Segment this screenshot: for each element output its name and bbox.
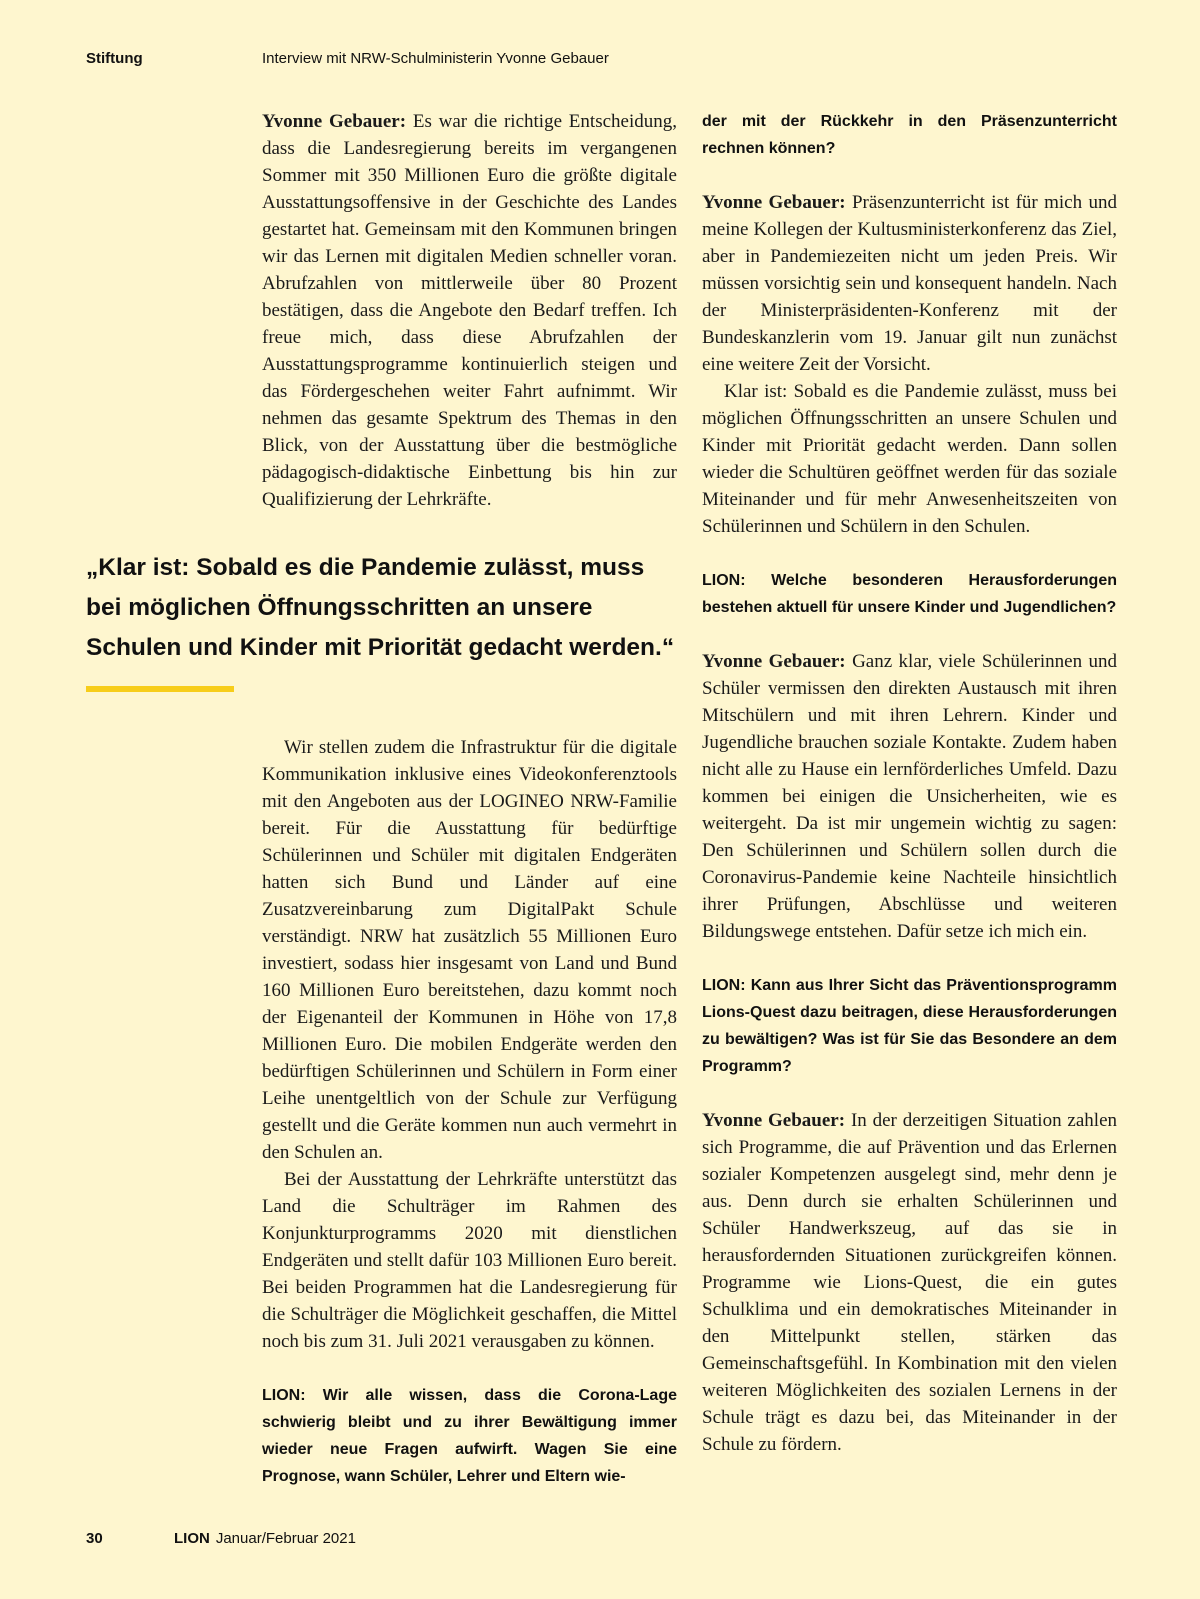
page-number: 30 bbox=[86, 1530, 103, 1547]
article-header-title: Interview mit NRW-Schulministerin Yvonne Gebauer bbox=[262, 50, 609, 67]
answer-2: Yvonne Gebauer: Präsenzunterricht ist für mich und meine Kollegen der Kultusministerkonferenz das Ziel, aber in Pandemiezeiten nicht um jeden Preis. Wir müssen vorsichtig sein und konsequent handeln. Nach der Ministerpräsidenten-Konferenz mit der Bundeskanzlerin vom 19. Januar gilt nun zunächst eine weitere Zeit der Vorsicht. bbox=[702, 192, 1117, 375]
paragraph-infrastructure: Wir stellen zudem die Infrastruktur für die digitale Kommunikation inklusive eines Videokonferenztools mit den Angeboten aus der LOGINEO NRW-Familie bereit. Für die Ausstattung für bedürftige Schülerinnen und Schüler mit digitalen Endgeräten hatten sich Bund und Länder auf eine Zusatzvereinbarung zum DigitalPakt Schule verständigt. NRW hat zusätzlich 55 Millionen Euro investiert, sodass hier insgesamt von Land und Bund 160 Millionen Euro bereitstehen, dazu kommt noch der Eigenanteil der Kommunen in Höhe von 17,8 Millionen Euro. Die mobilen Endgeräte werden den bedürftigen Schülerinnen und Schülern in Form einer Leihe unentgeltlich von der Schule zur Verfügung gestellt und die Geräte kommen nun auch vermehrt in den Schulen an. bbox=[262, 737, 677, 1163]
pull-quote-rule bbox=[86, 686, 234, 692]
paragraph-teacher-equipment: Bei der Ausstattung der Lehrkräfte unterstützt das Land die Schulträger im Rahmen des Konjunkturprogramms 2020 mit dienstlichen Endgeräten und stellt dafür 103 Millionen Euro bereit. Bei beiden Programmen hat die Landesregierung für die Schulträger die Möglichkeit geschaffen, die Mittel noch bis zum 31. Juli 2021 verausgaben zu können. bbox=[262, 1169, 677, 1352]
column-1-top bbox=[262, 108, 677, 540]
magazine-name: LION bbox=[174, 1530, 210, 1547]
question-3: LION: Kann aus Ihrer Sicht das Präventionsprogramm Lions-Quest dazu beitragen, diese Herausforderungen zu bewältigen? Was ist für Sie das Besondere an dem Programm? bbox=[702, 977, 1117, 1075]
speaker-label: Yvonne Gebauer: bbox=[702, 192, 846, 213]
footer-issue bbox=[174, 1530, 356, 1547]
answer-2-continued: Klar ist: Sobald es die Pandemie zulässt, muss bei möglichen Öffnungsschritten an unsere Schulen und Kinder mit Priorität gedacht werden. Dann sollen wieder die Schultüren geöffnet werden für das soziale Miteinander und für mehr Anwesenheitszeiten von Schülerinnen und Schülern in den Schulen. bbox=[702, 381, 1117, 537]
pull-quote: „Klar ist: Sobald es die Pandemie zulässt, muss bei möglichen Öffnungsschritten an unsere Schulen und Kinder mit Priorität gedacht werden.“ bbox=[86, 554, 675, 661]
speaker-label: Yvonne Gebauer: bbox=[702, 1110, 846, 1131]
answer-1: Yvonne Gebauer: Es war die richtige Entscheidung, dass die Landesregierung bereits im vergangenen Sommer mit 350 Millionen Euro die größte digitale Ausstattungsoffensive in der Geschichte des Landes gestartet hat. Gemeinsam mit den Kommunen bringen wir das Lernen mit digitalen Medien schneller voran. Abrufzahlen von mittlerweile über 80 Prozent bestätigen, dass die Angebote den Bedarf treffen. Ich freue mich, dass diese Abrufzahlen der Ausstattungsprogramme kontinuierlich steigen und das Fördergeschehen weiter Fahrt aufnimmt. Wir nehmen das gesamte Spektrum des Themas in den Blick, von der Ausstattung über die bestmögliche pädagogisch-didaktische Einbettung bis hin zur Qualifizierung der Lehrkräfte. bbox=[262, 111, 677, 510]
answer-3: Yvonne Gebauer: Ganz klar, viele Schülerinnen und Schüler vermissen den direkten Austausch mit ihren Mitschülern und mit ihren Lehrern. Kinder und Jugendliche brauchen soziale Kontakte. Zudem haben nicht alle zu Hause ein lernförderliches Umfeld. Dazu kommen bei einigen die Unsicherheiten, wie es weitergeht. Da ist mir ungemein wichtig zu sagen: Den Schülerinnen und Schülern sollen durch die Coronavirus-Pandemie keine Nachteile hinsichtlich ihrer Prüfungen, Abschlüsse und weiteren Bildungswege entstehen. Dafür setze ich mich ein. bbox=[702, 651, 1117, 942]
answer-4: Yvonne Gebauer: In der derzeitigen Situation zahlen sich Programme, die auf Prävention und das Erlernen sozialer Kompetenzen ausgelegt sind, mehr denn je aus. Denn durch sie erhalten Schülerinnen und Schüler Handwerkszeug, auf das sie in herausfordernden Situationen zurückgreifen können. Programme wie Lions-Quest, die ein gutes Schulklima und ein demokratisches Miteinander in den Mittelpunkt stellen, stärken das Gemeinschaftsgefühl. In Kombination mit den vielen weiteren Möglichkeiten des sozialen Lernens in der Schule trägt es dazu bei, das Miteinander in der Schule zu fördern. bbox=[702, 1110, 1117, 1455]
issue-date: Januar/Februar 2021 bbox=[215, 1530, 356, 1547]
question-2: LION: Welche besonderen Herausforderungen bestehen aktuell für unsere Kinder und Jugendlichen? bbox=[702, 572, 1117, 616]
section-label: Stiftung bbox=[86, 50, 143, 67]
question-1-continued: der mit der Rückkehr in den Präsenzunterricht rechnen können? bbox=[702, 113, 1117, 157]
column-1-bottom bbox=[262, 734, 677, 1517]
question-1: LION: Wir alle wissen, dass die Corona-Lage schwierig bleibt und zu ihrer Bewältigung immer wieder neue Fragen aufwirft. Wagen Sie eine Prognose, wann Schüler, Lehrer und Eltern wie- bbox=[262, 1387, 677, 1485]
speaker-label: Yvonne Gebauer: bbox=[702, 651, 846, 672]
column-2 bbox=[702, 108, 1117, 1485]
speaker-label: Yvonne Gebauer: bbox=[262, 111, 407, 132]
